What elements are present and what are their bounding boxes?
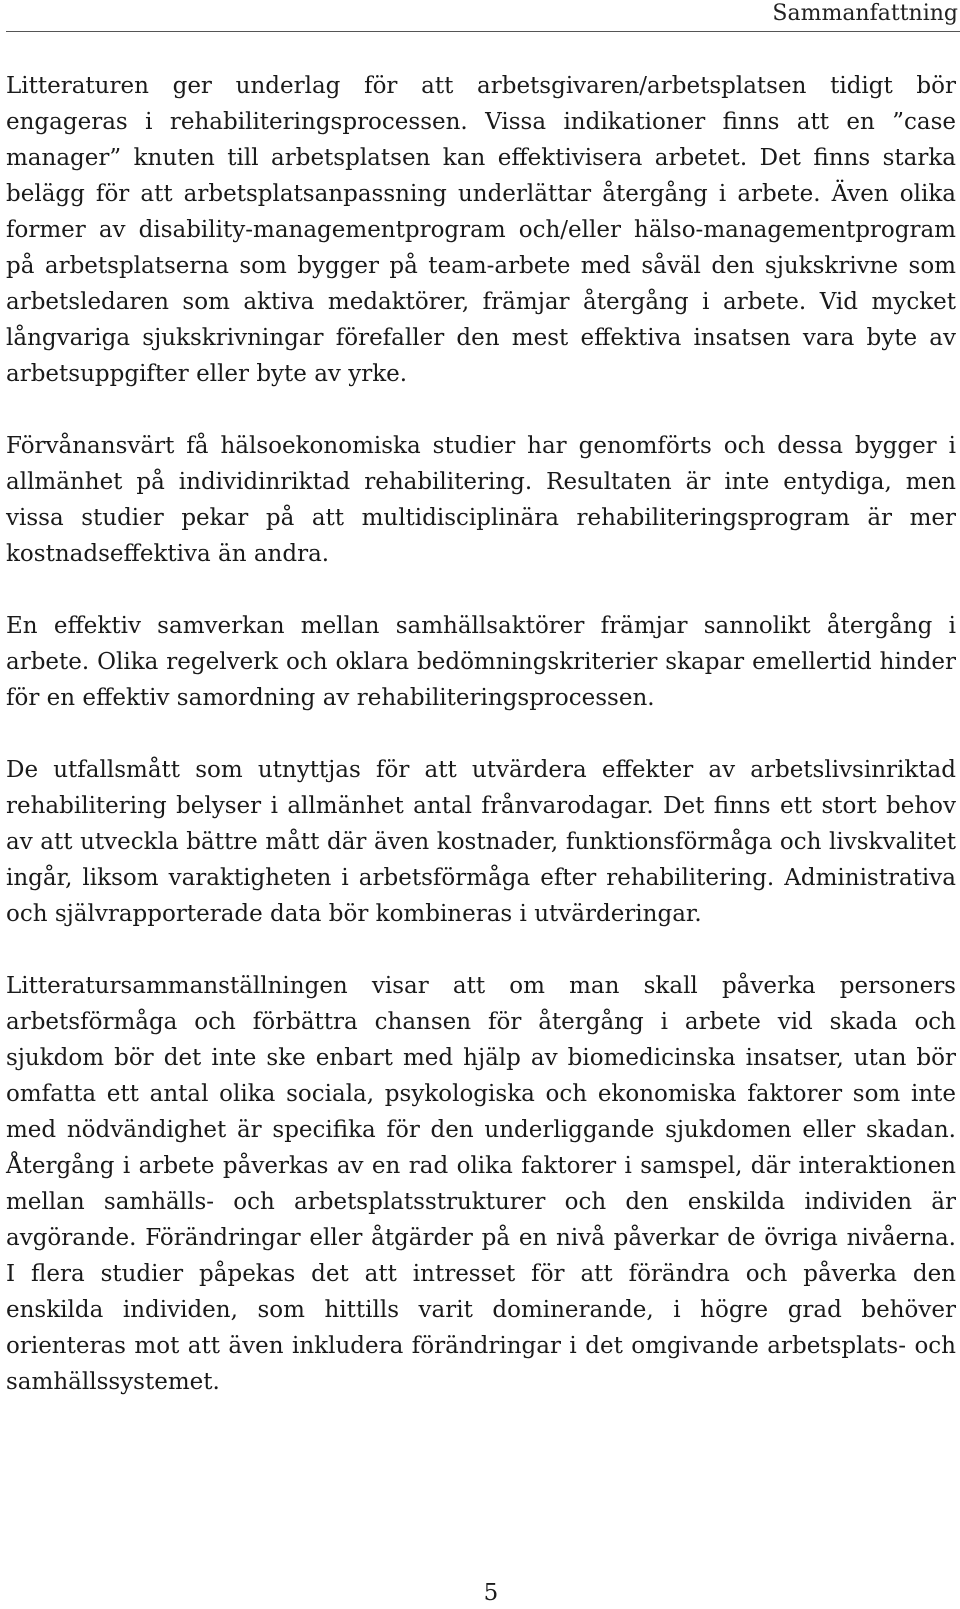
paragraph-health-economics: Förvånansvärt få hälsoekonomiska studier har genomförts och dessa bygger i allmänhet på individinriktad rehabilitering. Resultaten är inte entydiga, men vissa studier pekar på att multidisciplinära rehabiliteringsprogram är mer kostnadseffektiva än andra. — [6, 433, 956, 567]
paragraph-conclusion: Litteratursammanställningen visar att om man skall påverka personers arbetsförmåga och förbättra chansen för återgång i arbete vid skada och sjukdom bör det inte ske enbart med hjälp av biomedicinska insatser, utan bör omfatta ett antal olika sociala, psykologiska och ekonomiska faktorer som inte med nödvändighet är specifika för den underliggande sjukdomen eller skadan. Återgång i arbete påverkas av en rad olika faktorer i samspel, där interaktionen mellan samhälls- och arbetsplatsstrukturer och den enskilda individen är avgörande. Förändringar eller åtgärder på en nivå påverkar de övriga nivåerna. I flera studier påpekas det att intresset för att förändra och påverka den enskilda individen, som hittills varit dominerande, i högre grad behöver orienteras mot att även inkludera förändringar i det omgivande arbetsplats- och samhällssystemet. — [6, 973, 956, 1395]
paragraph-outcome-measures: De utfallsmått som utnyttjas för att utvärdera effekter av arbetslivsinriktad rehabilitering belyser i allmänhet antal frånvarodagar. Det finns ett stort behov av att utveckla bättre mått där även kostnader, funktionsförmåga och livskvalitet ingår, liksom varaktigheten i arbetsförmåga efter rehabilitering. Administrativa och självrapporterade data bör kombineras i utvärderingar. — [6, 757, 956, 927]
page-number: 5 — [483, 1580, 499, 1606]
running-header-title: Sammanfattning — [772, 1, 958, 26]
summary-body — [6, 68, 956, 1436]
paragraph-employer-involvement: Litteraturen ger underlag för att arbetsgivaren/arbetsplatsen tidigt bör engageras i rehabiliteringsprocessen. Vissa indikationer finns att en ”case manager” knuten till arbetsplatsen kan effektivisera arbetet. Det finns starka belägg för att arbetsplatsanpassning underlättar återgång i arbete. Även olika former av disability-managementprogram och/eller hälso-managementprogram på arbetsplatserna som bygger på team-arbete med såväl den sjukskrivne som arbetsledaren som aktiva medaktörer, främjar återgång i arbete. Vid mycket långvariga sjukskrivningar förefaller den mest effektiva insatsen vara byte av arbetsuppgifter eller byte av yrke. — [6, 73, 956, 387]
header-divider — [6, 31, 960, 32]
paragraph-cooperation: En effektiv samverkan mellan samhällsaktörer främjar sannolikt återgång i arbete. Olika regelverk och oklara bedömningskriterier skapar emellertid hinder för en effektiv samordning av rehabiliteringsprocessen. — [6, 613, 956, 711]
